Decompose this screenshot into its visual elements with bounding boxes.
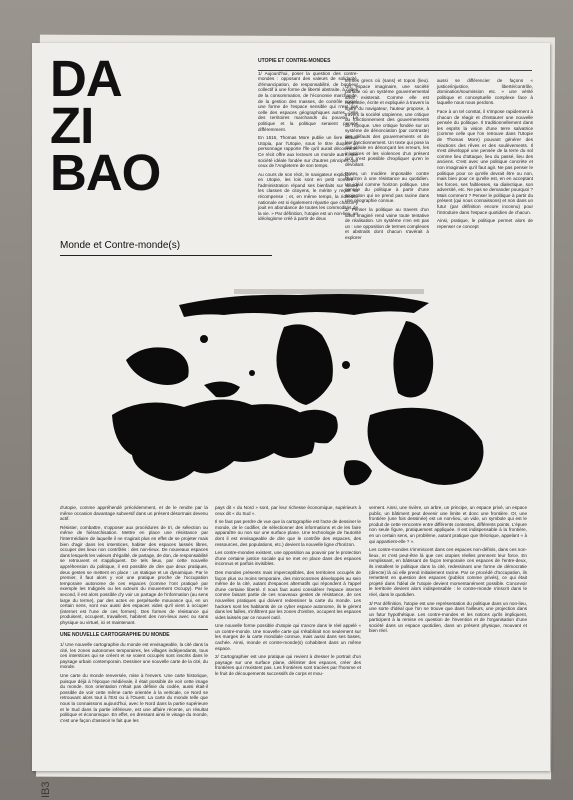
southeast-asia-shape — [204, 381, 240, 397]
paragraph: Ainsi, pratique, le politique permet alors de repenser ce concept — [437, 218, 533, 229]
bottom-column-1 — [60, 505, 208, 763]
madagascar-shape — [342, 361, 350, 369]
asia-shape — [112, 399, 315, 480]
paragraph: En 1516, Thomas More publie un livre intitulé Utopia, par l'Utopie, sous le titre duquel un personnage rapporte l'île qu'il aurait découverte. Ce récit offre aux lecteurs un monde autre, une société idéale fondée sur d'autres principes que ceux de l'Angleterre de son temps. — [258, 135, 358, 169]
paragraph: Poser un modère imposable contre l'horizon à une résistance au quotidien. Un idéal comme horizon politique. Une pensée du politique à partir d'une projection qui ne prend pas racine dans une géographie connue. — [345, 170, 429, 204]
australia-shape — [126, 347, 189, 385]
bottom-column-2 — [215, 505, 361, 763]
paragraph: 1/ Aujourd'hui, poser la question des contre-mondes : opposant des valeurs de solidarité, d'émancipation, de responsabilité, de bonheur collectif à une forme de liberté abstraite, à celles de la consommation, de l'économie marchande, de la gestion des masses, de contrôle social, une forme de l'espace sensible qui n'est pas celle des espaces géographiques autres, celle des territoires marchands du pouvoir. Le politique et la politique seraient pensés différemment. — [258, 70, 358, 132]
paragraph: termes grecs où (sans) et topos (lieu). Un espace imaginaire, une société parfaite où un système gouvernemental idéal existerait. Comme elle est rapportée, écrite et expliquée à travers la figure du navigateur, l'auteur propose, à travers la société utopienne, une critique du fonctionnement des gouvernements de l'époque. Une critique fondée sur un système de dénonciation (par contraste) des défauts des gouvernements et de leur fonctionnement. Un texte qui pose la cité idéale en dénonçant les erreurs, les injustices et les violences d'un présent qu'il n'est possible d'expliquer qu'en le dévoilant. — [345, 78, 429, 167]
wall-label: IB3 — [40, 781, 52, 798]
paragraph: 1/ Une nouvelle cartographie du monde est envisageable, la cité dans la cité, les zones autonomes temporaires, les villages indépendants, tous ces interstices qui se créent et se voient occupés sont inscrits dans le paysage urbain contemporain. Dessiner une nouvelle carte de la cité, du monde. — [60, 642, 208, 670]
title-line-1: DA — [50, 50, 122, 107]
north-america-shape — [368, 408, 484, 485]
paragraph: d'utopie, comme appréhendé précédemment, et de le rendre par la même occasion davantage subversif dans un présent désormais devenu actif. — [60, 505, 208, 522]
south-america-shape — [393, 321, 433, 398]
section-heading-utopie: UTOPIE ET CONTRE-MONDES — [258, 58, 331, 64]
paragraph: Résister, combattre, s'opposer aux procédures de tri, de sélection ou même de hiérarchisation. Mettre en place une résistance par l'intermédiaire de laquelle il ne s'agirait plus en effet de se projeter mais bien d'agir dans les interstices, habiter des espaces laissés libres, occuper des lieux non contrôlés : des non-lieux. De nouveaux espaces dans lesquels les valeurs d'égalité, de partage, de don, de responsabilité se retrouvent et s'appliquent. De tels lieux, par cette nouvelle appréhension du politique, il est possible de dire que deux pratiques, deux gestes se mettent en place : un statique et un dynamique. Par le premier, il faut alors y voir une pratique proche de l'occupation temporaire autonome de ces espaces (comme l'ont pratiqué par exemple les Indignés ou les acteurs du mouvement Occupy). Par le second, il est alors possible d'y voir un partage de l'information (au sens large du terme), par des actes en perpétuelle mouvance qui, en un certain sens, sont eux aussi des espaces vides qu'il vient à occuper (internet est l'une de ces formes). Des formes de résistance qui produisent, occupent, travaillent, habitent des non-lieux avec ou sans physique ou virtuel, ici et maintenant. — [60, 524, 208, 625]
paragraph: Des mondes présents mais imperceptibles, des territoires occupés de façon plus ou moins temporaire, des microcosmes développés au sein même de la cité, autant d'espaces alternatifs qui répondent à l'appel d'une certaine liberté. Il nous faut aussi considérer l'espace internet comme faisant partie de ces nouveaux gestes de résistance, de ces nouvelles pratiques qui doivent redessiner la carte du monde. Les hackers sont les habitants de ce cyber espace autonome, ils le gèrent dans les failles, s'infiltrent par les zones d'ombre, occupent les espaces vides laissés par ce nouvel outil. — [215, 569, 361, 620]
paragraph: Une carte du monde renversée, mise à l'envers. Une carte historique, puisque déjà à l'époque médiévale, il était possible de voir cette image du monde. Son orientation n'était pas définie du codée, aussi était-il possible de voir cette même carte orientée à la verticale, ce Nord se retrouvant alors tout à l'Est ou à l'Ouest. La carte du monde telle que nous la connaissons aujourd'hui, avec le Nord dans la partie supérieure et le Sud dans la partie inférieure, est une affaire récente, un résultat politique et économique. En effet, en dressant ainsi le visage du monde, c'est une façon d'asseoir le fait que les — [60, 673, 208, 723]
paragraph: aussi se différencier de façons « justice/injustice, liberté/contrôle, domination/soumission etc. » une vérité politique et conceptuelle complexe face à laquelle nous nous perdons. — [437, 78, 533, 106]
subtitle-rule — [60, 255, 272, 256]
paragraph: Une nouvelle forme possible d'utopie qui s'ancre dans le réel appelé « un contre-monde. Une nouvelle carte qui s'établirait non seulement sur les marges de la carte mondiale connue, mais aussi dans ses bases, cachée. Ainsi, monde et contre-monde(s) cohabitent dans un même espace. — [215, 623, 361, 651]
antarctica-shape — [179, 294, 429, 317]
paragraph: 3/ Par définition, l'utopie est une représentation du politique dans un non-lieu, une sorte d'idéal que l'on ne trouve que dans l'ailleurs, une projection dans un futur hypothétique. Les contre-mondes et les notions qu'ils impliquent, participent à la remise en question de l'invention et de l'organisation d'une société dans un espace quotidien, dans un présent physique, mouvant et bien réel. — [369, 600, 527, 634]
island-shape — [249, 370, 255, 376]
section-rule — [60, 629, 208, 630]
poster-subtitle: Monde et Contre-monde(s) — [60, 240, 181, 251]
paragraph: Il ne faut pas perdre de vue que la cartographie est l'acte de dessiner le monde, de le codifier, de sélectionner des informations et de les faire apparaître ou non sur une surface plane. Une technologie de l'autorité dont il est envisageable de dire que le contrôle des espaces, des ressources, des populations, etc.) devient la nouvelle ligne d'horizon. — [215, 519, 361, 547]
island-shape — [200, 335, 208, 343]
top-column-2 — [345, 78, 429, 241]
africa-shape — [276, 324, 332, 405]
top-column-1 — [258, 59, 358, 229]
paragraph: Au cours de son récit, le navigateur explique : « en Utopie, les lois sont en petit nombre ; l'administration répand ses bienfaits sur toutes les classes de citoyens, le mérite y reçoit sa récompense ; et, en même temps, la richesse nationale est si également répartie que chacun y jouit en abondance de toutes les commodités de la vie. » Par définition, l'utopie est un non-lieu, un idéologisme créé à partir de deux — [258, 171, 358, 222]
paragraph: Face à un tel constat, il s'impose rapidement à chacun de réagir et d'instaurer une nouvelle pensée du politique. Il traditionnellement dans les esprits la vision d'une terre salvatrice (comme celle que l'on retrouve dans l'Utopie de Thomas More) pouvant générer des réactions des rêves et des soulèvements. Il s'est développé une pensée de la terre du sol comme lieu d'attaque, lieu du passé, lieu des anciens. C'est avec une politique concrète et non imaginaire qu'il faut agir. Ne pas penser le politique pour ce qu'elle devrait être ou non, mais bien pour ce qu'elle est, en en acceptant les forces, ses faiblesses, sa dialectique, son adversité, etc. Ne pas se demander pourquoi ? Mais comment ? Penser le politique à partir du présent (qui nous connaissons) et non dans un futur (par définition encore inconnu) pour l'introduire dans l'espace quotidien de chacun. — [437, 108, 533, 215]
paragraph: 2/ Penser la politique au travers d'un idéal imaginé rend vaine toute tentative de réalisation. Un système n'en est pas un : une opposition de termes complexes et abstraits dont chacun s'avérait à explorer — [345, 207, 429, 241]
paragraph: 2/ Cartographier est une pratique qui revient à dresser le portrait d'un paysage sur une surface plane, délimiter des espaces, créer des frontières qui n'existent pas. Les frontières sont tracées par l'homme et le fruit de découpements successifs de corps et mou- — [215, 654, 361, 677]
paragraph: vement. Ainsi, une rivière, un arbre, un principe, un espace privé, un espace public, un bâtiment peut devenir une limite et donc une frontière. Or, une frontière (une fois dessinée) est un non-lieu, un vide, un symbole qui est le produit de cette rencontre entre différents contextes, différents points. L'épure non seule figure, pratiquement appliquée. Il est indispensable à la frontière, en un certain sens, un problème, autant pratique que théorique, appelant « à qui appartient-elle ? ». — [369, 505, 527, 544]
top-column-3 — [437, 78, 533, 233]
poster-title — [50, 50, 161, 201]
map-band — [234, 289, 424, 294]
bottom-column-3 — [369, 505, 527, 763]
poster — [32, 43, 550, 771]
inverted-world-map — [84, 265, 510, 507]
paragraph: Les contre-mondes s'immiscent dans ces espaces non-définis, dans ces non-lieux, et c'est peut-être là que ces utopies réelles prennent leur force. En remplissant, en bâtissant de façon temporaire ces espaces de l'entre-deux, ils installent le politique dans la cité, redessinant une forme de démocratie (directe) là où elle prend initialement racine. Par ce procédé d'occupation, ils remettent en question des espaces (publics comme privés), ce qui était projeté dans l'idéal de l'utopie devient momentanément possible. Concevoir le territoire devient alors indispensable : le contre-monde s'inscrit dans le réel, dans le quotidien. — [369, 547, 527, 597]
map-landmasses — [112, 294, 484, 485]
greenland-shape — [344, 460, 372, 485]
paragraph: pays dit « du Nord » sont, par leur richesse économique, supérieurs à ceux dit « du Sud ». — [215, 505, 361, 516]
section-heading-cartographie: UNE NOUVELLE CARTOGRAPHIE DU MONDE — [60, 632, 170, 639]
title-line-3: BAO — [50, 144, 161, 201]
title-line-2: ZI — [50, 97, 94, 154]
paragraph: Les contre-mondes existent, une opposition au pouvoir par le protection d'une certaine justice sociale qui se met en place dans des espaces inconnus et parfois invisibles. — [215, 550, 361, 567]
